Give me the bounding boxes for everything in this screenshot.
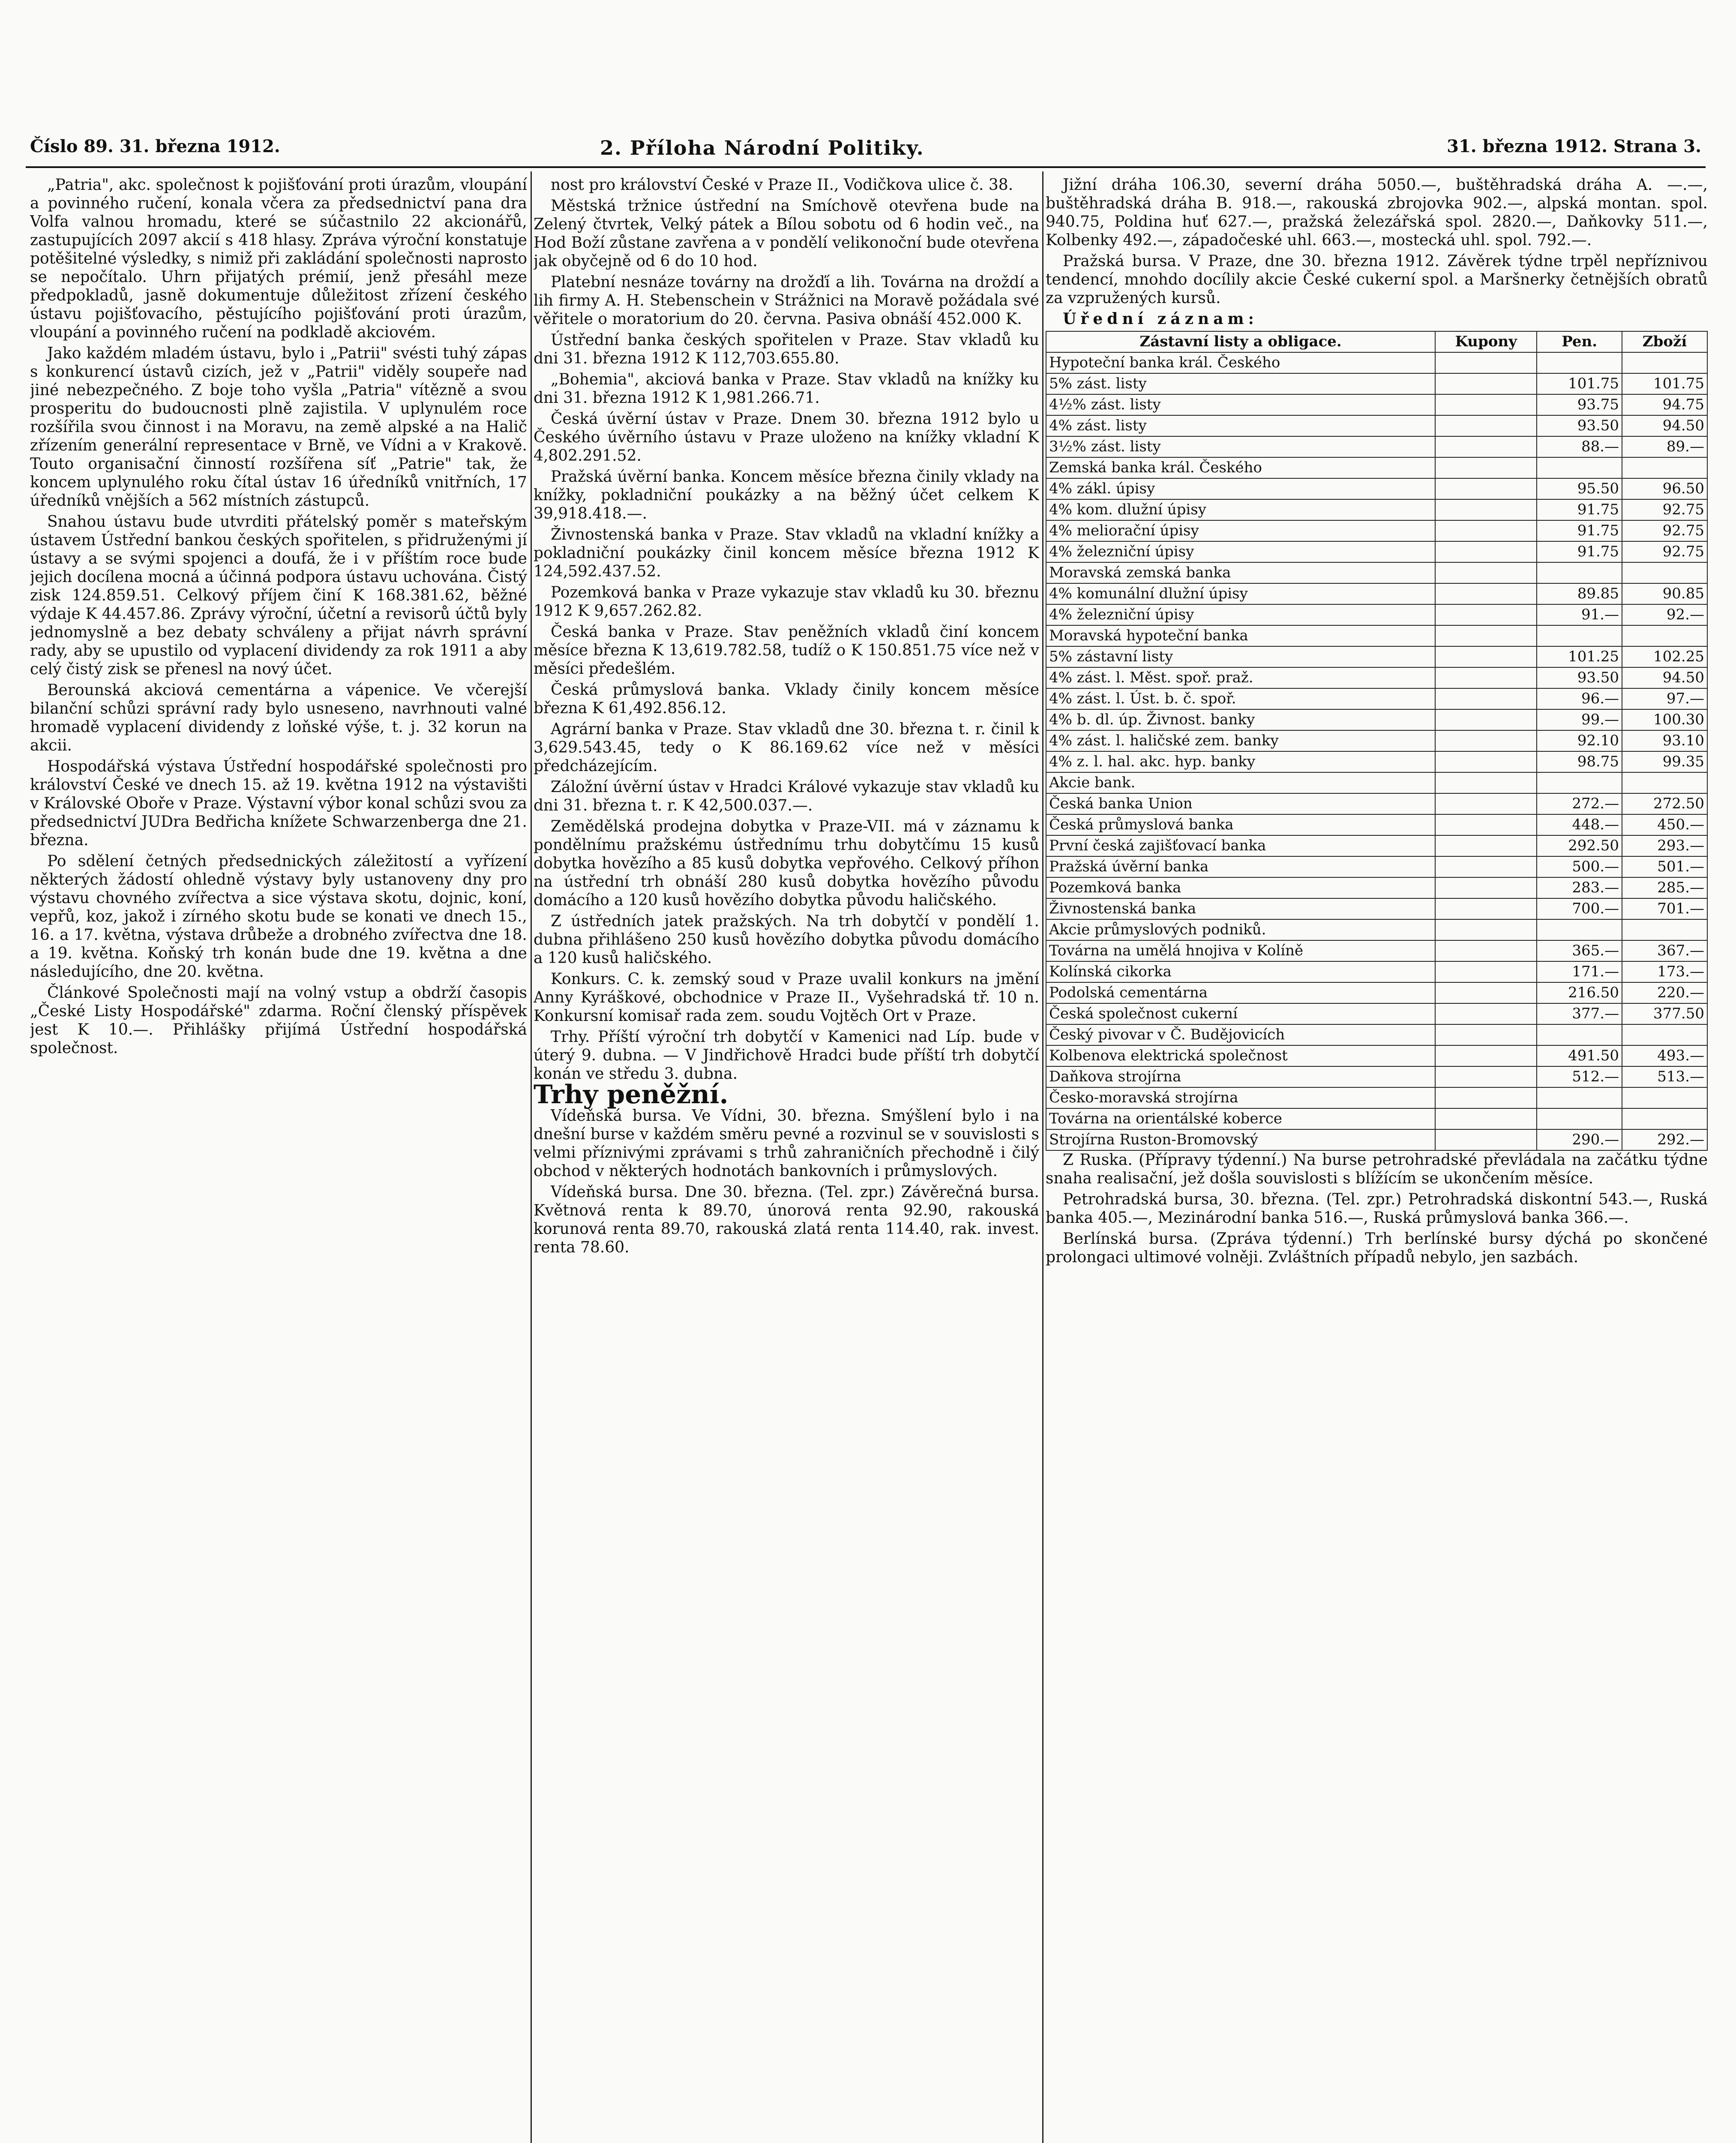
table-row xyxy=(1046,667,1707,688)
table-cell: Továrna na umělá hnojiva v Kolíně xyxy=(1046,940,1435,961)
table-cell xyxy=(1537,919,1622,940)
table-cell xyxy=(1435,688,1537,709)
table-cell: 101.75 xyxy=(1537,373,1622,394)
table-cell: Moravská zemská banka xyxy=(1046,562,1435,583)
table-cell: 97.— xyxy=(1622,688,1707,709)
table-row xyxy=(1046,1087,1707,1108)
table-row xyxy=(1046,835,1707,856)
table-cell: 293.— xyxy=(1622,835,1707,856)
table-cell xyxy=(1622,1108,1707,1129)
table-cell: 4½% zást. listy xyxy=(1046,394,1435,415)
table-row xyxy=(1046,856,1707,877)
table-cell: 93.10 xyxy=(1622,730,1707,751)
table-cell: 450.— xyxy=(1622,814,1707,835)
table-row xyxy=(1046,940,1707,961)
column-divider xyxy=(1042,171,1043,2143)
article-sporitelna: Ústřední banka českých spořitelen v Praze. Stav vkladů ku dni 31. března 1912 K 112,703.655.80. xyxy=(534,331,1039,367)
table-cell xyxy=(1435,373,1537,394)
table-row xyxy=(1046,1129,1707,1150)
table-row xyxy=(1046,1045,1707,1066)
col-header: Zástavní listy a obligace. xyxy=(1046,331,1435,352)
section-heading-trhy-penezni: Trhy peněžní. xyxy=(534,1080,729,1110)
table-cell: 285.— xyxy=(1622,877,1707,898)
table-cell xyxy=(1537,625,1622,646)
table-cell: 377.— xyxy=(1537,1003,1622,1024)
table-cell xyxy=(1435,478,1537,499)
table-cell: 5% zástavní listy xyxy=(1046,646,1435,667)
table-cell: 700.— xyxy=(1537,898,1622,919)
table-cell xyxy=(1435,1066,1537,1087)
article-patria-cont: Jako každém mladém ústavu, bylo i „Patrii" svésti tuhý zápas s konkurencí ústavů cizích, jež v „Patrii" viděly soupeře nad jiné nebezpečného. Z boje toho vyšla „Patria" vítězně a svou prosperitu do budoucnosti plně zajistila. V uplynulém roce rozšířila svou činnost i na Moravu, na země alpské a na Halič zřízením generální representace v Brně, ve Vídni a v Krakově. Touto organisační činností rozšířena síť „Patrie" tak, že koncem uplynulého roku čítal ústav 16 úředníků vnitřních, 17 úředníků vnějších a 562 místních zástupců. xyxy=(30,345,527,510)
article-petrohradska: Petrohradská bursa, 30. března. (Tel. zpr.) Petrohradská diskontní 543.—, Ruská banka 405.—, Mezinárodní banka 516.—, Ruská průmyslová banka 366.—. xyxy=(1046,1191,1708,1227)
table-cell xyxy=(1622,1087,1707,1108)
header-rule xyxy=(26,166,1706,168)
table-cell: Akcie bank. xyxy=(1046,772,1435,793)
table-row xyxy=(1046,646,1707,667)
col-header: Kupony xyxy=(1435,331,1537,352)
table-cell: Akcie průmyslových podniků. xyxy=(1046,919,1435,940)
table-cell xyxy=(1435,877,1537,898)
table-row xyxy=(1046,415,1707,436)
article-platebni: Platební nesnáze továrny na drožďí a lih. Továrna na droždí a lih firmy A. H. Stebenschein v Strážnici na Moravě požádala své věřitele o moratorium do 20. června. Pasiva obnáší 452.000 K. xyxy=(534,273,1039,328)
table-cell xyxy=(1435,793,1537,814)
article-pozemkova: Pozemková banka v Praze vykazuje stav vkladů ku 30. březnu 1912 K 9,657.262.82. xyxy=(534,584,1039,620)
table-row xyxy=(1046,520,1707,541)
table-cell xyxy=(1435,457,1537,478)
table-row xyxy=(1046,499,1707,520)
article-konkurs: Konkurs. C. k. zemský soud v Praze uvalil konkurs na jmění Anny Kyráškové, obchodnice v Praze II., Vyšehradská tř. 10 n. Konkursní komisař rada zem. soudu Vojtěch Ort v Praze. xyxy=(534,970,1039,1025)
table-cell xyxy=(1435,646,1537,667)
table-row xyxy=(1046,1066,1707,1087)
table-cell xyxy=(1435,1045,1537,1066)
table-cell xyxy=(1435,352,1537,373)
table-cell: 4% železniční úpisy xyxy=(1046,604,1435,625)
table-cell: 102.25 xyxy=(1622,646,1707,667)
table-cell xyxy=(1537,1087,1622,1108)
table-row xyxy=(1046,793,1707,814)
table-cell: 290.— xyxy=(1537,1129,1622,1150)
article-patria: „Patria", akc. společnost k pojišťování proti úrazům, vloupání a povinného ručení, konala včera za předsednictví pana dra Volfa valnou hromadu, které se súčastnilo 22 akcionářů, zastupujících 2097 akcií s 418 hlasy. Zpráva výroční konstatuje potěšitelné výsledky, s nimiž při zakládání společnosti naprosto se nepočítalo. Uhrn přijatých prémií, jenž přesáhl meze předpokladů, jasně dokumentuje důležitost zřízení českého ústavu pojišťovacího, pěstujícího pojišťování proti úrazům, vloupání a povinného ručení na podkladě akciovém. xyxy=(30,176,527,341)
column-middle xyxy=(534,176,1039,2143)
article-berounska: Berounská akciová cementárna a vápenice. Ve včerejší bilanční schůzi správní rady bylo usneseno, navrhnouti valné hromadě vyplacení dividendy z loňské výše, t. j. 32 korun na akcii. xyxy=(30,681,527,754)
official-listing-title: Úřední záznam: xyxy=(1063,310,1258,328)
table-cell: 92.— xyxy=(1622,604,1707,625)
table-cell: 292.50 xyxy=(1537,835,1622,856)
table-cell: 216.50 xyxy=(1537,982,1622,1003)
table-cell: Český pivovar v Č. Budějovicích xyxy=(1046,1024,1435,1045)
table-cell xyxy=(1622,772,1707,793)
table-cell xyxy=(1537,772,1622,793)
table-cell xyxy=(1537,1024,1622,1045)
table-cell: 493.— xyxy=(1622,1045,1707,1066)
table-cell xyxy=(1435,625,1537,646)
table-cell: 88.— xyxy=(1537,436,1622,457)
article-videnska-bursa-2: Vídeňská bursa. Dne 30. března. (Tel. zpr.) Závěrečná bursa. Květnová renta k 89.70, únorová renta 92.90, rakouská korunová renta 89.70, rakouská zlatá renta 114.40, rak. invest. renta 78.60. xyxy=(534,1183,1039,1256)
table-cell: 91.— xyxy=(1537,604,1622,625)
table-cell: 272.— xyxy=(1537,793,1622,814)
article-prazska-uverni: Pražská úvěrní banka. Koncem měsíce března činily vklady na knížky, pokladniční poukázky a na běžný účet celkem K 39,918.418.—. xyxy=(534,468,1039,522)
table-cell: 99.35 xyxy=(1622,751,1707,772)
table-row xyxy=(1046,352,1707,373)
table-row xyxy=(1046,814,1707,835)
table-row xyxy=(1046,394,1707,415)
table-cell xyxy=(1435,1108,1537,1129)
col-header: Pen. xyxy=(1537,331,1622,352)
table-cell xyxy=(1435,919,1537,940)
article-videnska-bursa: Vídeňská bursa. Ve Vídni, 30. března. Smýšlení bylo i na dnešní burse v každém směru pevné a rozvinul se v souvislosti s velmi příznivými zprávami s trhů zahraničních přechodně i čilý obchod v některých hodnotách bankovních i průmyslových. xyxy=(534,1107,1039,1180)
article-vystava-cont: Článkové Společnosti mají na volný vstup a obdrží časopis „České Listy Hospodářské" zdarma. Roční členský příspěvek jest K 10.—. Přihlášky přijímá Ústřední hospodářská společnost. xyxy=(30,984,527,1057)
table-cell: 4% zákl. úpisy xyxy=(1046,478,1435,499)
table-cell xyxy=(1435,898,1537,919)
table-cell: 283.— xyxy=(1537,877,1622,898)
table-cell xyxy=(1435,394,1537,415)
table-cell: 101.75 xyxy=(1622,373,1707,394)
table-cell: Pražská úvěrní banka xyxy=(1046,856,1435,877)
table-cell xyxy=(1622,562,1707,583)
table-cell: Kolbenova elektrická společnost xyxy=(1046,1045,1435,1066)
table-row xyxy=(1046,961,1707,982)
table-cell xyxy=(1435,667,1537,688)
table-cell xyxy=(1622,352,1707,373)
table-cell: 365.— xyxy=(1537,940,1622,961)
article-trhy: Trhy. Příští výroční trh dobytčí v Kamenici nad Líp. bude v úterý 9. dubna. — V Jindřichově Hradci bude příští trh dobytčí konán ve středu 3. dubna. xyxy=(534,1028,1039,1083)
article-agrarni: Agrární banka v Praze. Stav vkladů dne 30. března t. r. činil k 3,629.543.45, tedy o K 86.169.62 více než v měsíci předcházejícím. xyxy=(534,720,1039,775)
table-cell xyxy=(1622,457,1707,478)
table-cell: 93.75 xyxy=(1537,394,1622,415)
table-cell xyxy=(1435,961,1537,982)
table-cell: Moravská hypoteční banka xyxy=(1046,625,1435,646)
table-cell xyxy=(1435,772,1537,793)
table-cell: Česká banka Union xyxy=(1046,793,1435,814)
table-cell xyxy=(1435,730,1537,751)
table-cell: Pozemková banka xyxy=(1046,877,1435,898)
table-cell: 491.50 xyxy=(1537,1045,1622,1066)
table-cell xyxy=(1622,625,1707,646)
article-prazska-bursa: Pražská bursa. V Praze, dne 30. března 1912. Závěrek týdne trpěl nepříznivou tendencí, mnohdo docílily akcie České cukerní spol. a Maršnerky četnějších obratů za vzpružených kursů. xyxy=(1046,252,1708,307)
table-row xyxy=(1046,436,1707,457)
table-row xyxy=(1046,751,1707,772)
article-berlinska: Berlínská bursa. (Zpráva týdenní.) Trh berlínské bursy dýchá po skončené prolongaci ultimové volněji. Zvláštních případů nebylo, jen sazbách. xyxy=(1046,1230,1708,1266)
col-header: Zboží xyxy=(1622,331,1707,352)
table-row xyxy=(1046,772,1707,793)
table-row xyxy=(1046,373,1707,394)
article-vystava: Hospodářská výstava Ústřední hospodářské společnosti pro království České ve dnech 15. až 19. května 1912 na výstavišti v Královské Oboře v Praze. Výstavní výbor konal schůzi svou za předsednictví JUDra Bedřicha knížete Schwarzenberga dne 21. března. xyxy=(30,758,527,849)
table-cell: 173.— xyxy=(1622,961,1707,982)
table-row xyxy=(1046,898,1707,919)
table-cell: 4% zást. listy xyxy=(1046,415,1435,436)
table-cell: 4% zást. l. Měst. spoř. praž. xyxy=(1046,667,1435,688)
article-ceska-banka: Česká banka v Praze. Stav peněžních vkladů činí koncem měsíce března K 13,619.782.58, tudíž o K 150.851.75 více než v měsíci předešlém. xyxy=(534,623,1039,678)
table-row xyxy=(1046,730,1707,751)
table-cell: 89.85 xyxy=(1537,583,1622,604)
table-cell: 513.— xyxy=(1622,1066,1707,1087)
page-header xyxy=(30,136,1701,162)
table-row xyxy=(1046,541,1707,562)
table-cell xyxy=(1622,1024,1707,1045)
article-zemedelska: Zemědělská prodejna dobytka v Praze-VII. má v záznamu k pondělnímu pražskému ústřednímu trhu dobytčímu 15 kusů dobytka hovězího a 85 kusů dobytka vepřového. Celkový příhon na ústřední trh obnáší 280 kusů dobytka hovězího původu domácího a 120 kusů hovězího dobytka původu haličského. xyxy=(534,818,1039,909)
table-cell: 292.— xyxy=(1622,1129,1707,1150)
table-row xyxy=(1046,583,1707,604)
table-row xyxy=(1046,919,1707,940)
article-z-ruska: Z Ruska. (Přípravy týdenní.) Na burse petrohradské převládala na začátku týdne snaha realisační, jež došla souvislosti s blížícím se ukončením měsíce. xyxy=(1046,1151,1708,1187)
table-cell: Továrna na orientálské koberce xyxy=(1046,1108,1435,1129)
table-cell xyxy=(1537,562,1622,583)
table-cell: Česká průmyslová banka xyxy=(1046,814,1435,835)
table-cell xyxy=(1435,1087,1537,1108)
table-row xyxy=(1046,1003,1707,1024)
table-cell: 92.75 xyxy=(1622,520,1707,541)
table-cell: 92.75 xyxy=(1622,499,1707,520)
table-cell xyxy=(1435,1024,1537,1045)
table-cell: 96.50 xyxy=(1622,478,1707,499)
table-row xyxy=(1046,625,1707,646)
article-zivnostenska: Živnostenská banka v Praze. Stav vkladů na vkladní knížky a pokladniční poukázky činil koncem měsíce března 1912 K 124,592.437.52. xyxy=(534,526,1039,580)
table-cell: První česká zajišťovací banka xyxy=(1046,835,1435,856)
table-row xyxy=(1046,709,1707,730)
table-cell: 95.50 xyxy=(1537,478,1622,499)
table-row xyxy=(1046,478,1707,499)
table-cell xyxy=(1622,919,1707,940)
table-row xyxy=(1046,604,1707,625)
table-cell: 377.50 xyxy=(1622,1003,1707,1024)
table-cell xyxy=(1435,1129,1537,1150)
table-cell: 4% kom. dlužní úpisy xyxy=(1046,499,1435,520)
table-cell: 96.— xyxy=(1537,688,1622,709)
table-cell: 272.50 xyxy=(1622,793,1707,814)
table-cell: 4% železniční úpisy xyxy=(1046,541,1435,562)
table-cell: 101.25 xyxy=(1537,646,1622,667)
article-prumyslova: Česká průmyslová banka. Vklady činily koncem měsíce března K 61,492.856.12. xyxy=(534,681,1039,717)
quote-table xyxy=(1046,331,1708,1151)
table-cell: 93.50 xyxy=(1537,667,1622,688)
column-divider xyxy=(531,171,532,2143)
table-cell: 4% meliorační úpisy xyxy=(1046,520,1435,541)
table-row xyxy=(1046,562,1707,583)
table-row xyxy=(1046,1024,1707,1045)
table-cell xyxy=(1435,856,1537,877)
article-zalozni: Záložní úvěrní ústav v Hradci Králové vykazuje stav vkladů ku dni 31. března t. r. K 42,500.037.—. xyxy=(534,778,1039,814)
table-cell: 92.10 xyxy=(1537,730,1622,751)
table-cell: Česká společnost cukerní xyxy=(1046,1003,1435,1024)
column-left xyxy=(30,176,527,2143)
table-cell xyxy=(1537,352,1622,373)
table-cell: 91.75 xyxy=(1537,499,1622,520)
issue-number: Číslo 89. 31. března 1912. xyxy=(30,136,280,156)
table-row xyxy=(1046,688,1707,709)
table-cell: 4% zást. l. Úst. b. č. spoř. xyxy=(1046,688,1435,709)
table-cell: 5% zást. listy xyxy=(1046,373,1435,394)
table-cell: Živnostenská banka xyxy=(1046,898,1435,919)
table-cell xyxy=(1435,541,1537,562)
article-patria-cont: Snahou ústavu bude utvrditi přátelský poměr s mateřským ústavem Ústřední bankou českých spořitelen, s přidruženými jí ústavy a se svými spojenci a doufá, že i v příštím roce bude jejich docílena mocná a účinná podpora ústavu uchována. Čistý zisk 124.859.51. Celkový příjem činí K 168.381.62, běžné výdaje K 44.457.86. Zprávy výroční, účetní a revisorů účtů byly jednomyslně a bez debaty schváleny a přijat návrh správní rady, aby se upustilo od vyplacení dividendy za rok 1911 a aby celý čistý zisk se přenesl na nový účet. xyxy=(30,513,527,678)
table-cell: 99.— xyxy=(1537,709,1622,730)
table-cell xyxy=(1435,520,1537,541)
table-cell: 701.— xyxy=(1622,898,1707,919)
article-bohemia: „Bohemia", akciová banka v Praze. Stav vkladů na knížky ku dni 31. března 1912 K 1,981.266.71. xyxy=(534,371,1039,407)
table-cell: Zemská banka král. Českého xyxy=(1046,457,1435,478)
table-cell: 501.— xyxy=(1622,856,1707,877)
table-cell: Česko-moravská strojírna xyxy=(1046,1087,1435,1108)
article-jatky: Z ústředních jatek pražských. Na trh dobytčí v pondělí 1. dubna přihlášeno 250 kusů hovězího dobytka původu domácího a 120 kusů haličského. xyxy=(534,912,1039,967)
table-cell: 448.— xyxy=(1537,814,1622,835)
table-cell xyxy=(1435,709,1537,730)
table-cell: 92.75 xyxy=(1622,541,1707,562)
article-trznice: Městská tržnice ústřední na Smíchově otevřena bude na Zelený čtvrtek, Velký pátek a Bílou sobotu od 6 hodin več., na Hod Boží zůstane zavřena a v pondělí velikonoční bude otevřena jak obyčejně od 6 do 10 hod. xyxy=(534,197,1039,270)
article-text: nost pro království České v Praze II., Vodičkova ulice č. 38. xyxy=(551,176,1013,194)
table-cell xyxy=(1537,457,1622,478)
table-cell: 100.30 xyxy=(1622,709,1707,730)
table-cell: 4% b. dl. úp. Živnost. banky xyxy=(1046,709,1435,730)
table-cell xyxy=(1435,835,1537,856)
table-row xyxy=(1046,1108,1707,1129)
table-cell: Strojírna Ruston-Bromovský xyxy=(1046,1129,1435,1150)
table-cell: Daňkova strojírna xyxy=(1046,1066,1435,1087)
table-cell: Kolínská cikorka xyxy=(1046,961,1435,982)
table-cell xyxy=(1435,751,1537,772)
table-cell xyxy=(1435,604,1537,625)
table-cell: Hypoteční banka král. Českého xyxy=(1046,352,1435,373)
supplement-title: 2. Příloha Národní Politiky. xyxy=(600,136,924,159)
table-cell xyxy=(1537,1108,1622,1129)
article-ceska-uverni: Česká úvěrní ústav v Praze. Dnem 30. března 1912 bylo u Českého úvěrního ústavu v Praze uloženo na knížky vkladní K 4,802.291.52. xyxy=(534,410,1039,465)
table-cell xyxy=(1435,499,1537,520)
column-right xyxy=(1046,176,1708,2143)
table-cell: 512.— xyxy=(1537,1066,1622,1087)
table-cell: Podolská cementárna xyxy=(1046,982,1435,1003)
table-row xyxy=(1046,457,1707,478)
table-cell xyxy=(1435,562,1537,583)
table-cell: 94.50 xyxy=(1622,667,1707,688)
article-vystava-cont: Po sdělení četných předsednických záležitostí a vyřízení některých žádostí ohledně výstavy byly ustanoveny dny pro výstavu chovného zvířectva a sice výstava skotu, dojnic, koní, vepřů, koz, jakož i zírného skotu bude se konati ve dnech 15., 16. a 17. května, výstava drůbeže a drobného zvířectva dne 18. a 19. května. Koňský trh konán bude dne 19. května a dne následujícího, dne 20. května. xyxy=(30,852,527,981)
table-cell: 90.85 xyxy=(1622,583,1707,604)
table-cell: 500.— xyxy=(1537,856,1622,877)
table-cell xyxy=(1435,583,1537,604)
table-cell xyxy=(1435,940,1537,961)
table-cell: 4% z. l. hal. akc. hyp. banky xyxy=(1046,751,1435,772)
table-cell: 4% komunální dlužní úpisy xyxy=(1046,583,1435,604)
table-cell xyxy=(1435,1003,1537,1024)
table-row xyxy=(1046,877,1707,898)
table-row xyxy=(1046,982,1707,1003)
table-cell: 91.75 xyxy=(1537,520,1622,541)
table-cell: 93.50 xyxy=(1537,415,1622,436)
table-cell: 3½% zást. listy xyxy=(1046,436,1435,457)
table-cell xyxy=(1435,436,1537,457)
article-rail-shares: Jižní dráha 106.30, severní dráha 5050.—, buštěhradská dráha A. —.—, buštěhradská dráha B. 918.—, rakouská zbrojovka 902.—, alpská montan. spol. 940.75, Poldina huť 627.—, pražská železářská spol. 2820.—, Daňkovky 511.—, Kolbenky 492.—, západočeské uhl. 663.—, mostecká uhl. spol. 792.—. xyxy=(1046,176,1708,249)
table-cell xyxy=(1435,415,1537,436)
table-cell: 89.— xyxy=(1622,436,1707,457)
table-cell: 4% zást. l. haličské zem. banky xyxy=(1046,730,1435,751)
date-and-page: 31. března 1912. Strana 3. xyxy=(1447,136,1701,156)
table-cell: 91.75 xyxy=(1537,541,1622,562)
table-cell: 171.— xyxy=(1537,961,1622,982)
table-cell: 94.75 xyxy=(1622,394,1707,415)
table-cell xyxy=(1435,982,1537,1003)
table-cell: 94.50 xyxy=(1622,415,1707,436)
table-cell: 220.— xyxy=(1622,982,1707,1003)
table-cell: 367.— xyxy=(1622,940,1707,961)
table-cell xyxy=(1435,814,1537,835)
table-cell: 98.75 xyxy=(1537,751,1622,772)
